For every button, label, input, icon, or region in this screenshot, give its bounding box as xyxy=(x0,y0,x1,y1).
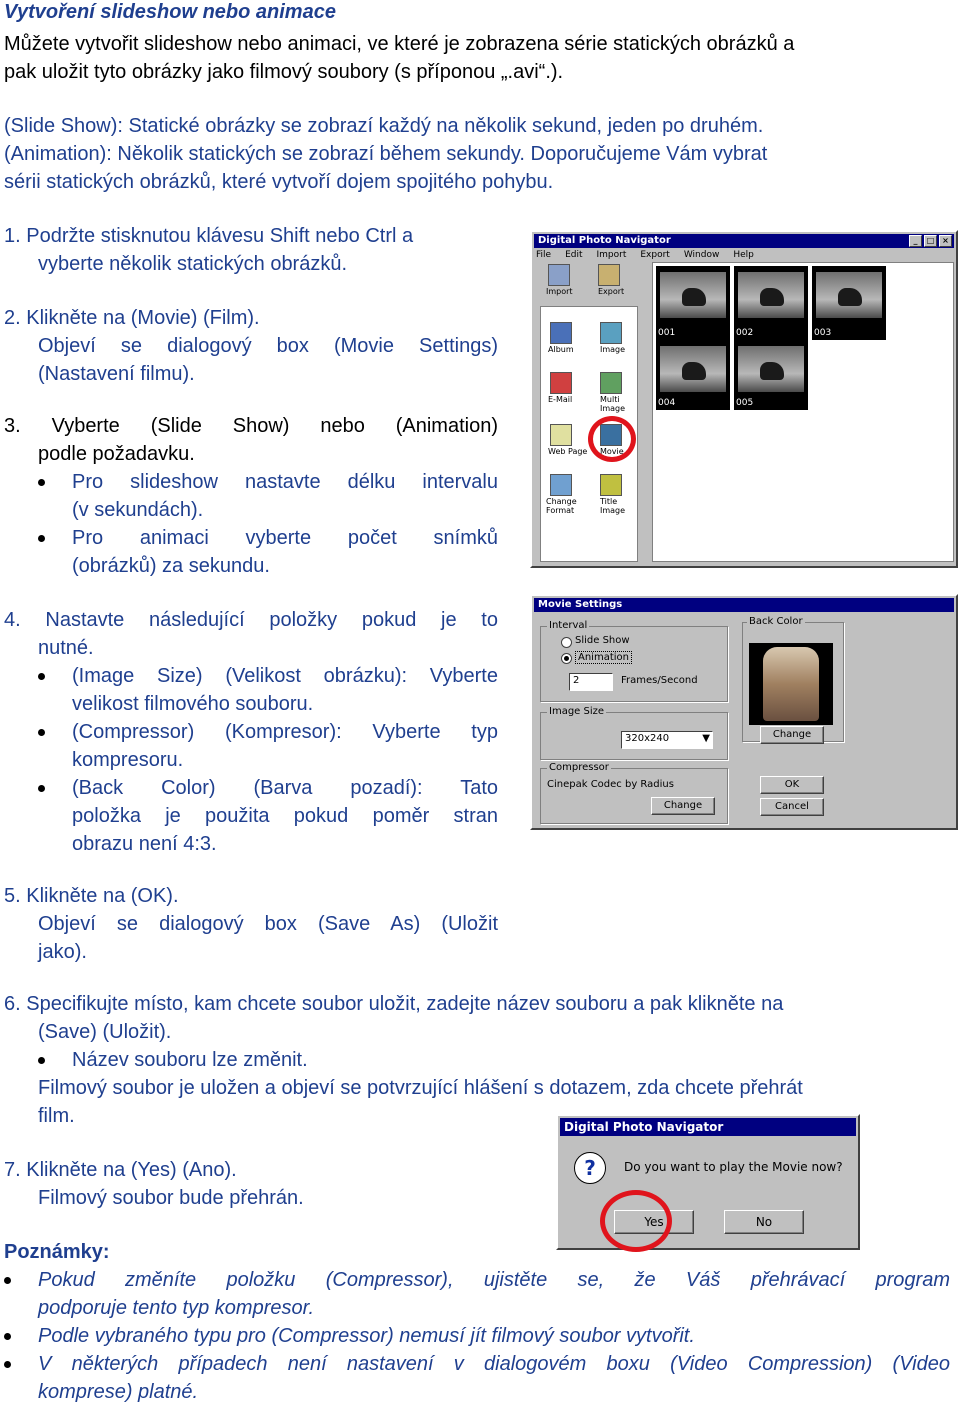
maximize-icon[interactable]: □ xyxy=(924,235,937,247)
bullet xyxy=(38,535,45,542)
step-4-bullet-cont: kompresoru. xyxy=(72,749,184,771)
note-item: V některých případech není nastavení v dialogovém boxu (Video Compression) (Video xyxy=(38,1353,950,1375)
step-2-cont: (Nastavení filmu). xyxy=(38,363,195,385)
multi-image-label: Multi Image xyxy=(600,395,626,413)
question-icon: ? xyxy=(574,1152,606,1184)
step-3-bullet: Pro animaci vyberte počet snímků xyxy=(72,527,498,549)
step-6-bullet: Název souboru lze změnit. xyxy=(72,1049,308,1071)
window-titlebar xyxy=(534,234,954,248)
bullet xyxy=(38,673,45,680)
step-7: 7. Klikněte na (Yes) (Ano). xyxy=(4,1159,237,1181)
chevron-down-icon: ▼ xyxy=(702,733,710,744)
image-size-label: Image Size xyxy=(549,706,605,717)
bullet xyxy=(4,1361,11,1368)
step-5-cont: Objeví se dialogový box (Save As) (Uložit xyxy=(38,913,498,935)
bullet xyxy=(4,1277,11,1284)
image-size-select[interactable]: 320x240 ▼ xyxy=(621,731,713,749)
cancel-button[interactable]: Cancel xyxy=(760,798,824,816)
bullet xyxy=(38,1057,45,1064)
menu-export[interactable]: Export xyxy=(640,250,670,260)
step-1-cont: vyberte několik statických obrázků. xyxy=(38,253,348,275)
export-label: Export xyxy=(598,287,625,296)
thumbnail[interactable] xyxy=(656,340,730,402)
email-icon[interactable] xyxy=(550,372,572,394)
web-page-icon[interactable] xyxy=(550,424,572,446)
screenshot-movie-settings xyxy=(530,594,958,830)
back-color-group xyxy=(742,616,844,742)
thumbnail[interactable] xyxy=(812,266,886,328)
step-4-bullet: (Back Color) (Barva pozadí): Tato xyxy=(72,777,498,799)
import-icon[interactable] xyxy=(548,264,570,286)
desc-animation: (Animation): Několik statických se zobrazí během sekundy. xyxy=(4,143,531,165)
desc-line: (Slide Show): Statické obrázky se zobrazí každý na několik sekund, jeden po druhém. xyxy=(4,115,764,137)
notes-title: Poznámky: xyxy=(4,1241,110,1263)
no-button[interactable]: No xyxy=(724,1210,804,1234)
menu-help[interactable]: Help xyxy=(733,250,754,260)
compressor-value: Cinepak Codec by Radius xyxy=(547,779,674,790)
ok-button[interactable]: OK xyxy=(760,776,824,794)
step-3-cont: podle požadavku. xyxy=(38,443,195,465)
slide-show-label: Slide Show xyxy=(575,635,630,646)
back-color-preview xyxy=(749,643,833,725)
desc-line: sérii statických obrázků, které vytvoří dojem spojitého pohybu. xyxy=(4,171,554,193)
dialog-titlebar: Movie Settings xyxy=(534,598,954,612)
step-1: 1. Podržte stisknutou klávesu Shift nebo Ctrl a xyxy=(4,225,414,247)
album-icon[interactable] xyxy=(550,322,572,344)
frames-spinner[interactable]: 2 xyxy=(569,673,613,691)
window-title: Digital Photo Navigator xyxy=(538,235,671,246)
menu-file[interactable]: File xyxy=(536,250,552,260)
screenshot-navigator-window xyxy=(530,230,958,568)
thumbnail-photo xyxy=(738,346,804,392)
step-6: 6. Specifikujte místo, kam chcete soubor uložit, zadejte název souboru a pak klikněte na xyxy=(4,993,784,1015)
compressor-change-button[interactable]: Change xyxy=(651,797,715,815)
desc-recommend: Doporučujeme Vám vybrat xyxy=(530,143,768,165)
step-4-bullet-cont: obrazu není 4:3. xyxy=(72,833,217,855)
step-4-bullet-cont: položka je použita pokud poměr stran xyxy=(72,805,498,827)
album-label: Album xyxy=(548,345,574,354)
import-label: Import xyxy=(546,287,573,296)
bullet xyxy=(38,479,45,486)
close-icon[interactable]: × xyxy=(939,235,952,247)
bullet xyxy=(38,729,45,736)
export-icon[interactable] xyxy=(598,264,620,286)
slide-show-radio[interactable] xyxy=(561,637,572,648)
page-title: Vytvoření slideshow nebo animace xyxy=(4,1,336,23)
thumbnail-photo xyxy=(816,272,882,318)
minimize-icon[interactable]: _ xyxy=(909,235,922,247)
note-item: Pokud změníte položku (Compressor), ujistěte se, že Váš přehrávací program xyxy=(38,1269,950,1291)
interval-label: Interval xyxy=(549,620,588,631)
thumbnail[interactable] xyxy=(656,266,730,328)
step-4-bullet: (Image Size) (Velikost obrázku): Vyberte xyxy=(72,665,498,687)
thumbnail[interactable] xyxy=(734,340,808,402)
menu-import[interactable]: Import xyxy=(596,250,627,260)
image-size-group xyxy=(540,706,728,760)
image-icon[interactable] xyxy=(600,322,622,344)
step-2: 2. Klikněte na (Movie) (Film). xyxy=(4,307,260,329)
animation-label: Animation xyxy=(575,651,632,664)
dialog-titlebar: Digital Photo Navigator xyxy=(560,1118,856,1136)
thumbnail-caption: 001 xyxy=(656,326,730,340)
step-6-cont: (Save) (Uložit). xyxy=(38,1021,172,1043)
highlight-circle xyxy=(600,1190,672,1252)
step-6-cont: film. xyxy=(38,1105,75,1127)
intro-line: Můžete vytvořit slideshow nebo animaci, ve které je zobrazena série statických obrázků a xyxy=(4,33,795,55)
step-2-cont: Objeví se dialogový box (Movie Settings) xyxy=(38,335,498,357)
menu-bar xyxy=(536,250,754,260)
interval-group xyxy=(540,620,728,702)
step-5-cont: jako). xyxy=(38,941,87,963)
step-6-cont: Filmový soubor je uložen a objeví se potvrzující hlášení s dotazem, zda chcete přehrát xyxy=(38,1077,803,1099)
desc-line xyxy=(4,140,767,168)
dialog-message: Do you want to play the Movie now? xyxy=(624,1160,843,1174)
title-image-icon[interactable] xyxy=(600,474,622,496)
bullet xyxy=(4,1333,11,1340)
bullet xyxy=(38,785,45,792)
step-4-bullet: (Compressor) (Kompresor): Vyberte typ xyxy=(72,721,498,743)
note-item-cont: podporuje tento typ kompresor. xyxy=(38,1297,315,1319)
step-3-bullet: Pro slideshow nastavte délku intervalu xyxy=(72,471,498,493)
thumbnail[interactable] xyxy=(734,266,808,328)
thumbnail-caption: 003 xyxy=(812,326,886,340)
menu-edit[interactable]: Edit xyxy=(565,250,583,260)
email-label: E-Mail xyxy=(548,395,573,404)
note-item-cont: komprese) platné. xyxy=(38,1381,199,1403)
step-3-bullet-cont: (obrázků) za sekundu. xyxy=(72,555,270,577)
thumbnail-photo xyxy=(660,272,726,318)
movie-label: Movie xyxy=(600,447,624,456)
thumbnail-photo xyxy=(660,346,726,392)
change-format-label: Change Format xyxy=(546,497,577,515)
multi-image-icon[interactable] xyxy=(600,372,622,394)
web-page-label: Web Page xyxy=(548,447,588,456)
title-image-label: Title Image xyxy=(600,497,626,515)
thumbnail-caption: 004 xyxy=(656,396,730,410)
step-4: 4. Nastavte následující položky pokud je to xyxy=(4,609,498,631)
yes-button[interactable]: Yes xyxy=(614,1210,694,1234)
frames-label: Frames/Second xyxy=(621,675,698,686)
step-3-bullet-cont: (v sekundách). xyxy=(72,499,204,521)
thumbnail-caption: 002 xyxy=(734,326,808,340)
step-4-bullet-cont: velikost filmového souboru. xyxy=(72,693,314,715)
step-4-cont: nutné. xyxy=(38,637,94,659)
back-color-label: Back Color xyxy=(749,616,803,627)
preview-photo xyxy=(763,647,819,721)
thumbnail-photo xyxy=(738,272,804,318)
back-color-change-button[interactable]: Change xyxy=(760,726,824,744)
image-label: Image xyxy=(600,345,626,354)
screenshot-confirm-dialog xyxy=(556,1114,860,1250)
animation-radio[interactable] xyxy=(561,653,572,664)
note-item: Podle vybraného typu pro (Compressor) nemusí jít filmový soubor vytvořit. xyxy=(38,1325,695,1347)
highlight-circle xyxy=(588,416,636,462)
thumbnail-caption: 005 xyxy=(734,396,808,410)
compressor-label: Compressor xyxy=(549,762,609,773)
change-format-icon[interactable] xyxy=(550,474,572,496)
step-7-cont: Filmový soubor bude přehrán. xyxy=(38,1187,304,1209)
compressor-group xyxy=(540,762,728,824)
intro-line: pak uložit tyto obrázky jako filmový soubory (s příponou „.avi“.). xyxy=(4,61,564,83)
step-3: 3. Vyberte (Slide Show) nebo (Animation) xyxy=(4,415,498,437)
menu-window[interactable]: Window xyxy=(683,250,720,260)
step-5: 5. Klikněte na (OK). xyxy=(4,885,179,907)
